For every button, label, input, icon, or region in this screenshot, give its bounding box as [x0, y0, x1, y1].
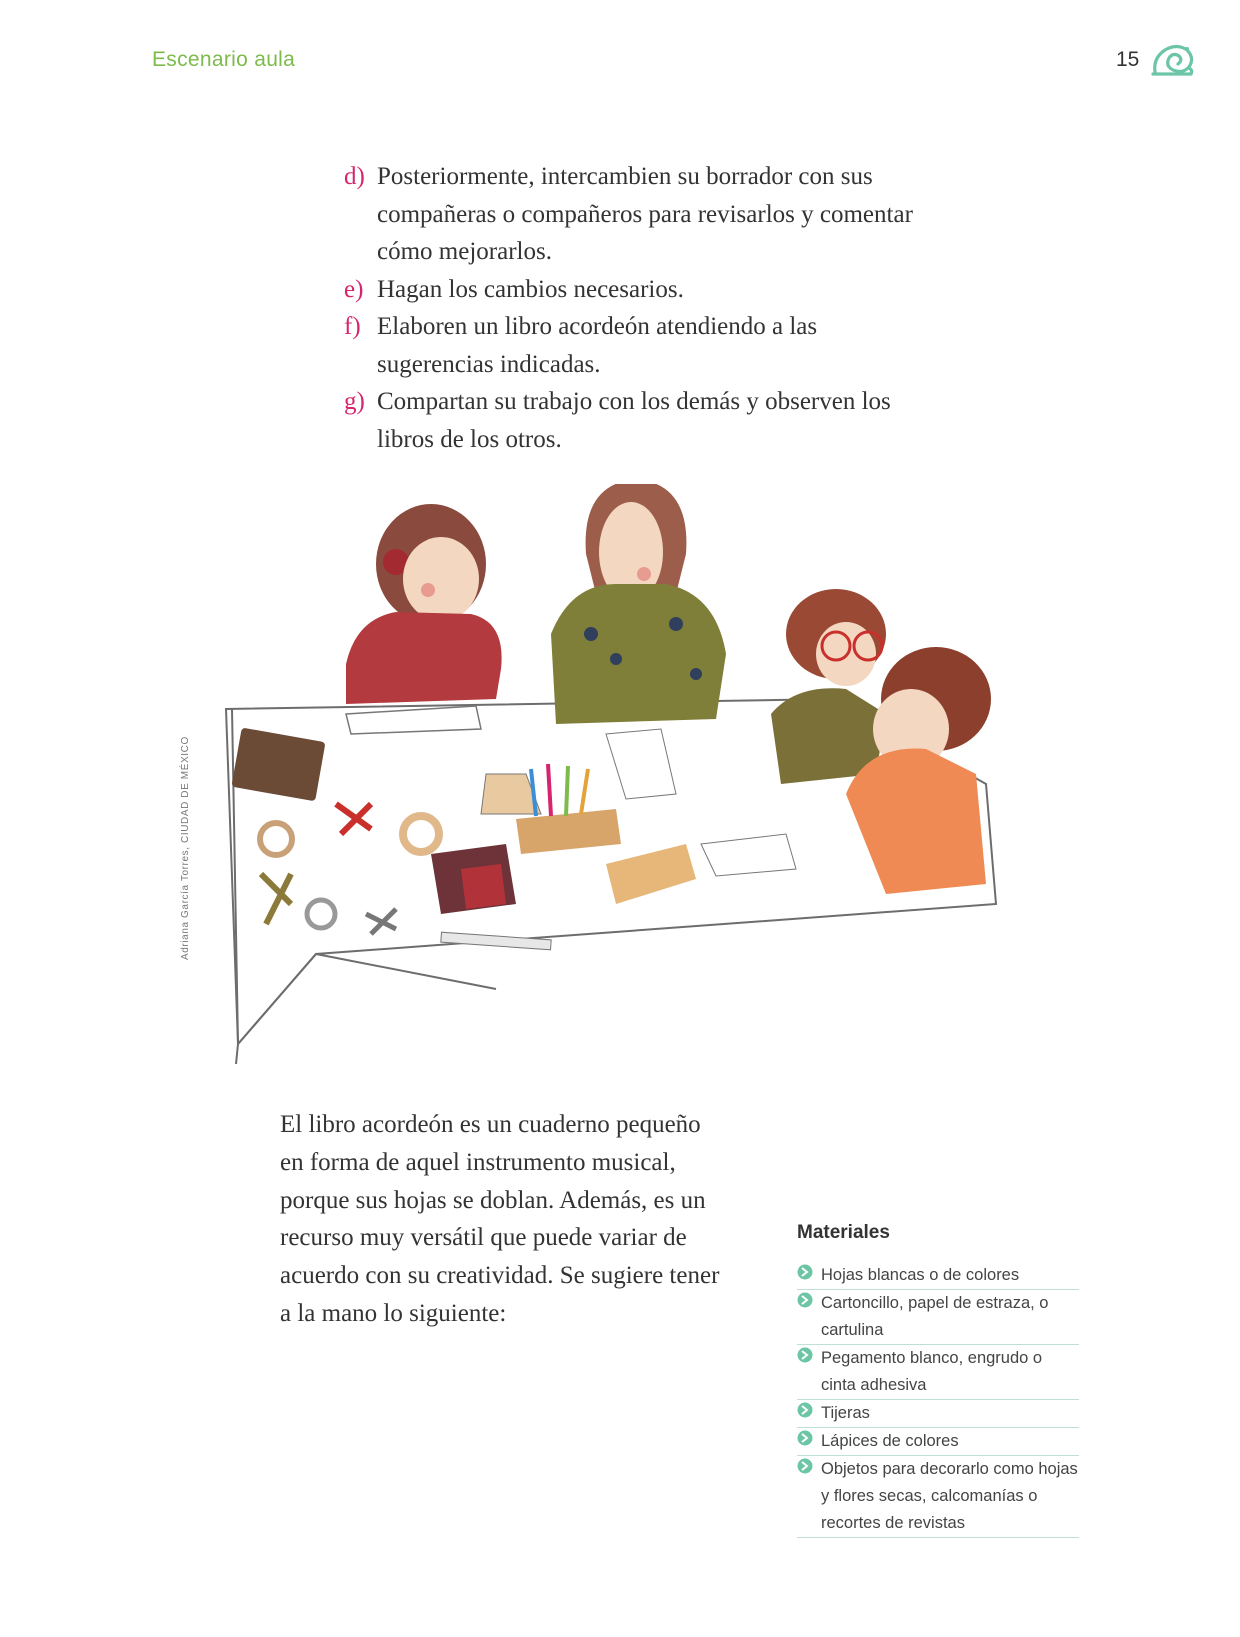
material-item	[797, 1456, 1079, 1538]
material-label: Hojas blancas o de colores	[821, 1266, 1020, 1284]
chevron-right-icon	[797, 1428, 821, 1455]
chevron-right-icon	[797, 1345, 821, 1372]
material-label: Lápices de colores	[821, 1432, 959, 1450]
material-label: Objetos para decorarlo como hojas y flores secas, calcomanías o recortes de revistas	[821, 1460, 1078, 1532]
material-label: Tijeras	[821, 1404, 870, 1422]
step-text: Compartan su trabajo con los demás y observen los libros de los otros.	[377, 388, 891, 453]
teacher-figure	[551, 484, 726, 724]
step-letter: g)	[344, 388, 365, 415]
section-title: Escenario aula	[152, 48, 296, 71]
instruction-steps	[344, 158, 924, 458]
step-text: Hagan los cambios necesarios.	[377, 275, 684, 303]
material-item	[797, 1262, 1079, 1290]
step-text: Posteriormente, intercambien su borrador con sus compañeras o compañeros para revisarlos y comentar cómo mejorarlos.	[377, 163, 913, 265]
materials-box	[797, 1222, 1079, 1538]
step-item	[344, 383, 924, 458]
chevron-right-icon	[797, 1290, 821, 1317]
material-item	[797, 1290, 1079, 1345]
intro-paragraph: El libro acordeón es un cuaderno pequeño en forma de aquel instrumento musical, porque sus hojas se doblan. Además, es un recurso muy versátil que puede variar de acuerdo con su creatividad. Se sugiere tener a la mano lo siguiente:	[280, 1111, 720, 1327]
materials-title: Materiales	[797, 1222, 890, 1243]
material-label: Cartoncillo, papel de estraza, o cartulina	[821, 1294, 1049, 1339]
step-letter: f)	[344, 313, 361, 340]
chevron-right-icon	[797, 1262, 821, 1289]
step-item	[344, 158, 924, 271]
page-number: 15	[1116, 48, 1140, 71]
step-text: Elaboren un libro acordeón atendiendo a las sugerencias indicadas.	[377, 313, 818, 378]
illustration-credit: Adriana García Torres, CIUDAD DE MÉXICO	[180, 736, 191, 960]
material-item	[797, 1345, 1079, 1400]
material-item	[797, 1428, 1079, 1456]
step-letter: e)	[344, 275, 364, 303]
chevron-right-icon	[797, 1400, 821, 1427]
classroom-illustration	[196, 484, 1016, 1104]
girl-figure	[346, 504, 502, 734]
chevron-right-icon	[797, 1456, 821, 1483]
material-label: Pegamento blanco, engrudo o cinta adhesiva	[821, 1349, 1043, 1394]
step-letter: d)	[344, 163, 365, 190]
material-item	[797, 1400, 1079, 1428]
snail-logo-icon	[1151, 40, 1195, 78]
step-item	[344, 271, 924, 309]
step-item	[344, 308, 924, 383]
